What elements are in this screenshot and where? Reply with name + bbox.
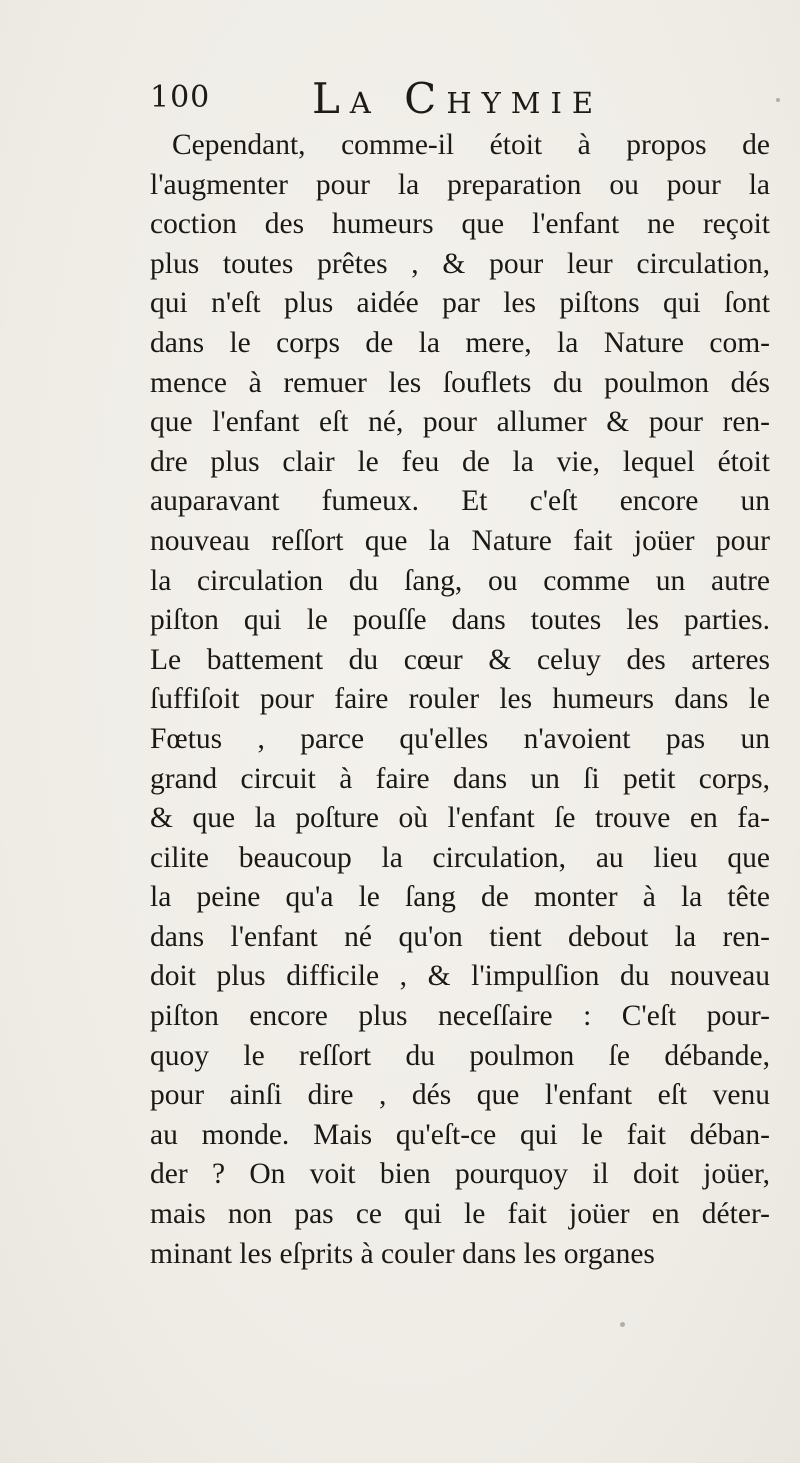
text-line: qui n'eſt plus aidée par les piſtons qui ſont [150, 287, 770, 320]
page-number: 100 [150, 80, 211, 115]
page-header [150, 74, 770, 124]
text-line: la peine qu'a le ſang de monter à la tête [150, 881, 770, 914]
text-line: & que la poſture où l'enfant ſe trouve en fa- [150, 802, 770, 835]
text-line: quoy le reſſort du poulmon ſe débande, [150, 1039, 770, 1072]
text-line: auparavant fumeux. Et c'eſt encore un [150, 485, 770, 518]
running-title: La Chymie [312, 74, 604, 123]
text-line: mais non pas ce qui le fait joüer en déter- [150, 1198, 770, 1231]
paper-speck [620, 1322, 625, 1327]
text-line: grand circuit à faire dans un ſi petit corps, [150, 762, 770, 795]
text-line: la circulation du ſang, ou comme un autre [150, 564, 770, 597]
text-line: l'augmenter pour la preparation ou pour la [150, 168, 770, 201]
text-line: Cependant, comme-il étoit à propos de [172, 129, 770, 161]
text-line: pour ainſi dire , dés que l'enfant eſt venu [150, 1079, 770, 1112]
text-line: cilite beaucoup la circulation, au lieu que [150, 841, 770, 874]
text-line: nouveau reſſort que la Nature fait joüer pour [150, 524, 770, 557]
text-line: dre plus clair le feu de la vie, lequel étoit [150, 445, 770, 478]
text-line: der ? On voit bien pourquoy il doit joüer, [150, 1158, 770, 1191]
text-line: piſton qui le pouſſe dans toutes les parties. [150, 604, 770, 637]
text-line: piſton encore plus neceſſaire : C'eſt pour- [150, 1000, 770, 1033]
text-line: minant les eſprits à couler dans les organes [150, 1237, 655, 1270]
text-line: au monde. Mais qu'eſt-ce qui le fait déban- [150, 1118, 770, 1151]
text-line: Fœtus , parce qu'elles n'avoient pas un [150, 722, 770, 755]
text-line: Le battement du cœur & celuy des arteres [150, 643, 770, 676]
text-line: coction des humeurs que l'enfant ne reçoit [150, 208, 770, 241]
text-line: mence à remuer les ſouflets du poulmon dés [150, 366, 770, 399]
text-line: dans l'enfant né qu'on tient debout la ren- [150, 920, 770, 953]
text-line: doit plus difficile , & l'impulſion du nouveau [150, 960, 770, 993]
text-line: dans le corps de la mere, la Nature com- [150, 326, 770, 359]
body-text [150, 126, 770, 1274]
paper-speck [776, 98, 780, 102]
text-line: ſuffiſoit pour faire rouler les humeurs dans le [150, 683, 770, 716]
text-line: que l'enfant eſt né, pour allumer & pour ren- [150, 406, 770, 439]
text-line: plus toutes prêtes , & pour leur circulation, [150, 247, 770, 280]
